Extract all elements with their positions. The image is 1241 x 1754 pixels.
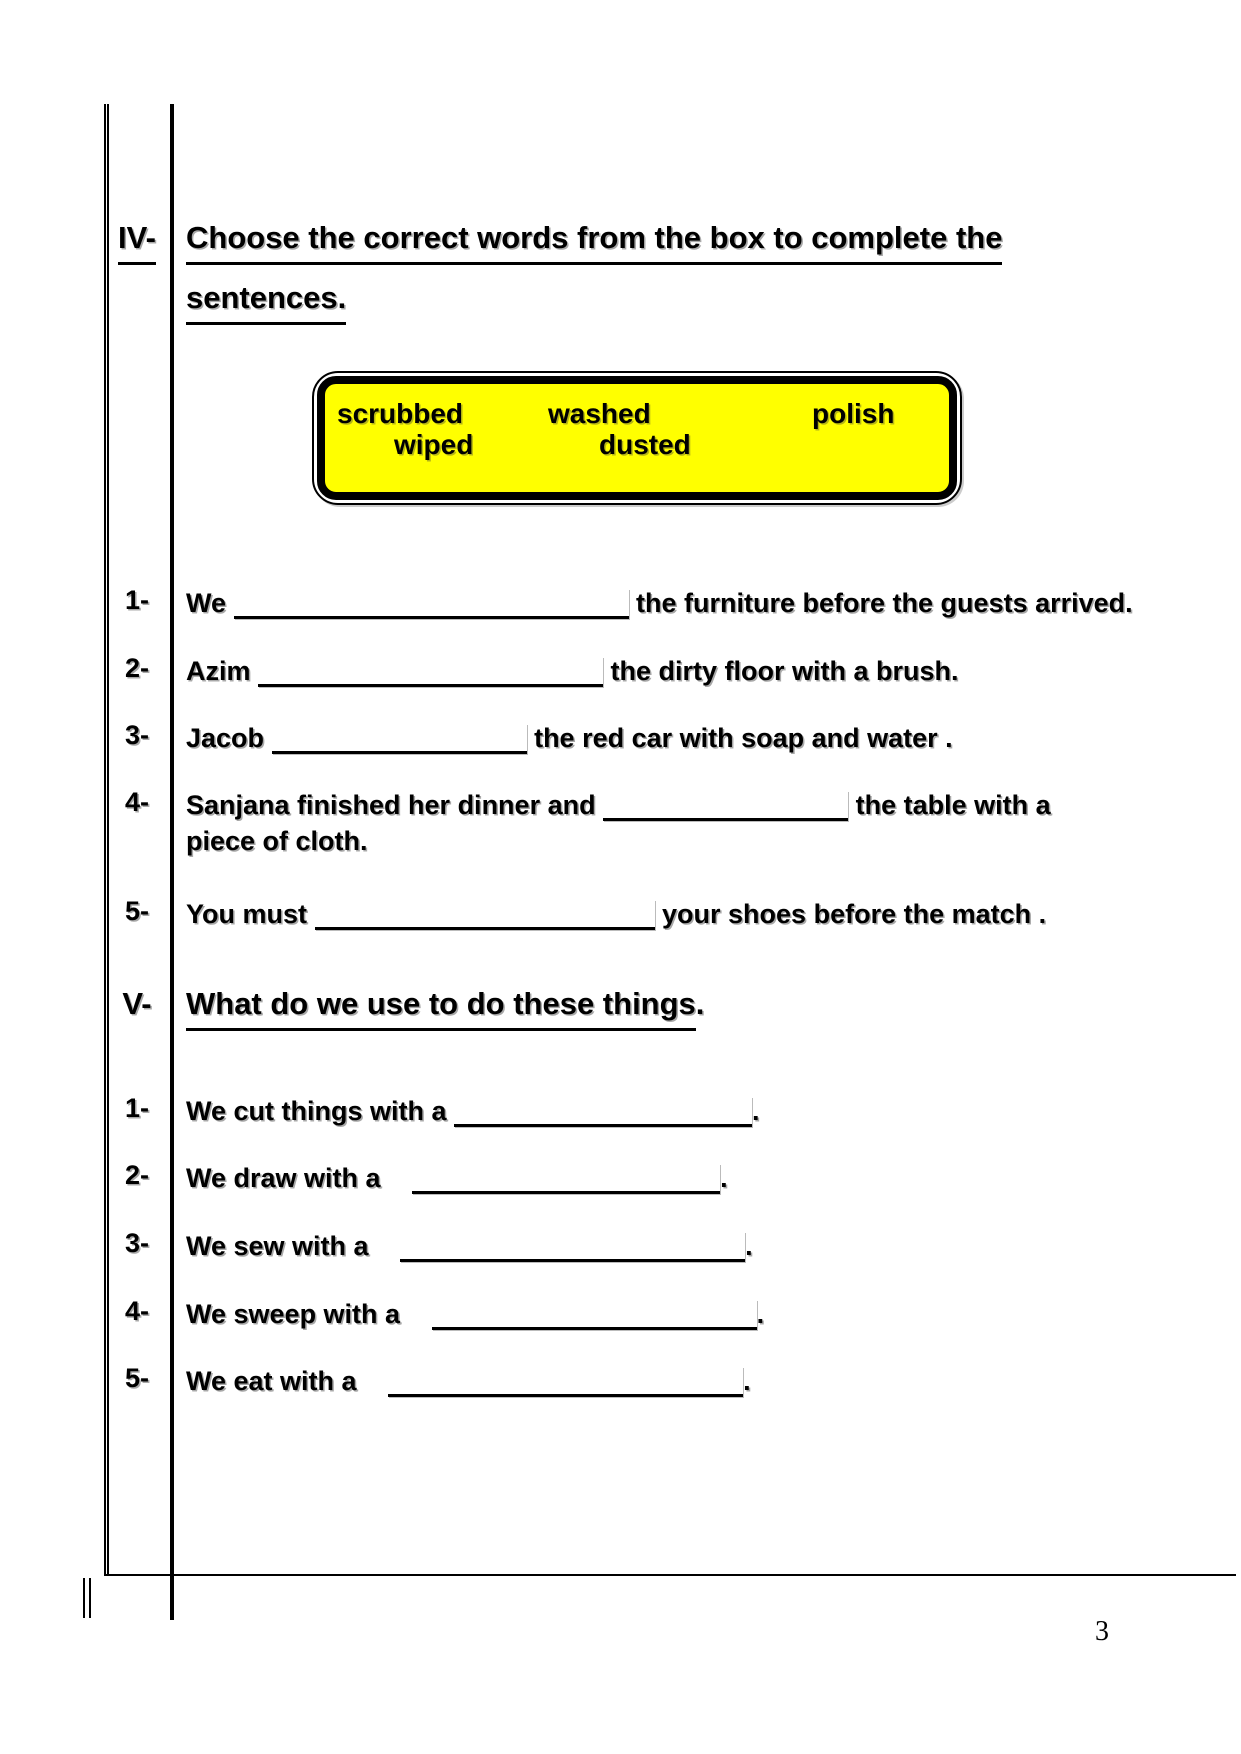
v-item-5-pre: We eat with a [186,1366,357,1396]
iv-item-3-pre: Jacob [186,723,265,753]
section-v-heading-row [0,984,1241,1031]
v-item-3 [0,1228,1241,1264]
v-item-2-number: 2- [124,1160,149,1190]
iv-item-3 [0,720,1241,756]
bottom-left-double-mark [83,1578,91,1618]
iv-item-2-blank[interactable] [258,657,603,687]
v-item-2-period: . [720,1163,728,1193]
section-iv-heading-line1: Choose the correct words from the box to complete the [186,218,1002,265]
iv-item-4 [0,787,1241,859]
iv-item-2 [0,653,1241,689]
iv-item-3-post: the red car with soap and water . [534,723,953,753]
v-item-5-period: . [743,1366,751,1396]
v-item-1-blank[interactable] [454,1097,752,1127]
iv-item-5-pre: You must [186,899,307,929]
iv-item-1-pre: We [186,588,227,618]
v-item-3-pre: We sew with a [186,1231,369,1261]
v-item-1-period: . [752,1096,760,1126]
section-v-heading-period: . [695,986,705,1021]
word-dusted: dusted [599,429,691,460]
word-scrubbed: scrubbed [337,398,464,429]
iv-item-5 [0,896,1241,932]
iv-item-4-pre: Sanjana finished her dinner and [186,790,596,820]
iv-item-1-number: 1- [124,585,149,615]
iv-item-3-blank[interactable] [272,724,527,754]
v-item-2-pre: We draw with a [186,1163,381,1193]
iv-item-3-number: 3- [124,720,149,750]
v-item-4-pre: We sweep with a [186,1299,401,1329]
section-v-label: V- [122,986,152,1021]
word-box [312,371,962,505]
iv-item-2-number: 2- [124,653,149,683]
iv-item-1-blank[interactable] [234,589,629,619]
iv-item-2-post: the dirty floor with a brush. [610,656,959,686]
word-washed: washed [548,398,651,429]
bottom-rule [104,1574,1236,1576]
v-item-4-blank[interactable] [432,1300,757,1330]
v-item-1 [0,1093,1241,1129]
iv-item-2-pre: Azim [186,656,251,686]
v-item-5 [0,1363,1241,1399]
v-item-3-blank[interactable] [400,1232,745,1262]
v-item-5-blank[interactable] [388,1367,743,1397]
section-iv-heading-row2 [0,278,1241,325]
section-iv-heading-row [0,218,1241,265]
v-item-1-pre: We cut things with a [186,1096,447,1126]
iv-item-1-post: the furniture before the guests arrived. [636,588,1133,618]
v-item-4-number: 4- [124,1296,149,1326]
word-polish: polish [812,398,895,429]
v-item-4 [0,1296,1241,1332]
v-item-2-blank[interactable] [412,1164,720,1194]
section-iv-label: IV- [118,218,156,265]
iv-item-4-blank[interactable] [603,791,848,821]
iv-item-4-wrap: piece of cloth. [186,826,368,856]
iv-item-5-number: 5- [124,896,149,926]
section-v-heading: What do we use to do these things [186,984,696,1031]
iv-item-5-post: your shoes before the match . [662,899,1047,929]
v-item-3-period: . [745,1231,753,1261]
iv-item-4-post: the table with a [855,790,1051,820]
section-iv-heading-line2: sentences. [186,278,346,325]
word-wiped: wiped [394,429,474,460]
iv-item-5-blank[interactable] [315,900,655,930]
word-box-inner [317,376,957,500]
iv-item-1 [0,585,1241,621]
v-item-3-number: 3- [124,1228,149,1258]
v-item-1-number: 1- [124,1093,149,1123]
v-item-2 [0,1160,1241,1196]
v-item-4-period: . [756,1299,765,1329]
page-number: 3 [1095,1616,1109,1647]
v-item-5-number: 5- [124,1363,149,1393]
iv-item-4-number: 4- [124,787,149,817]
